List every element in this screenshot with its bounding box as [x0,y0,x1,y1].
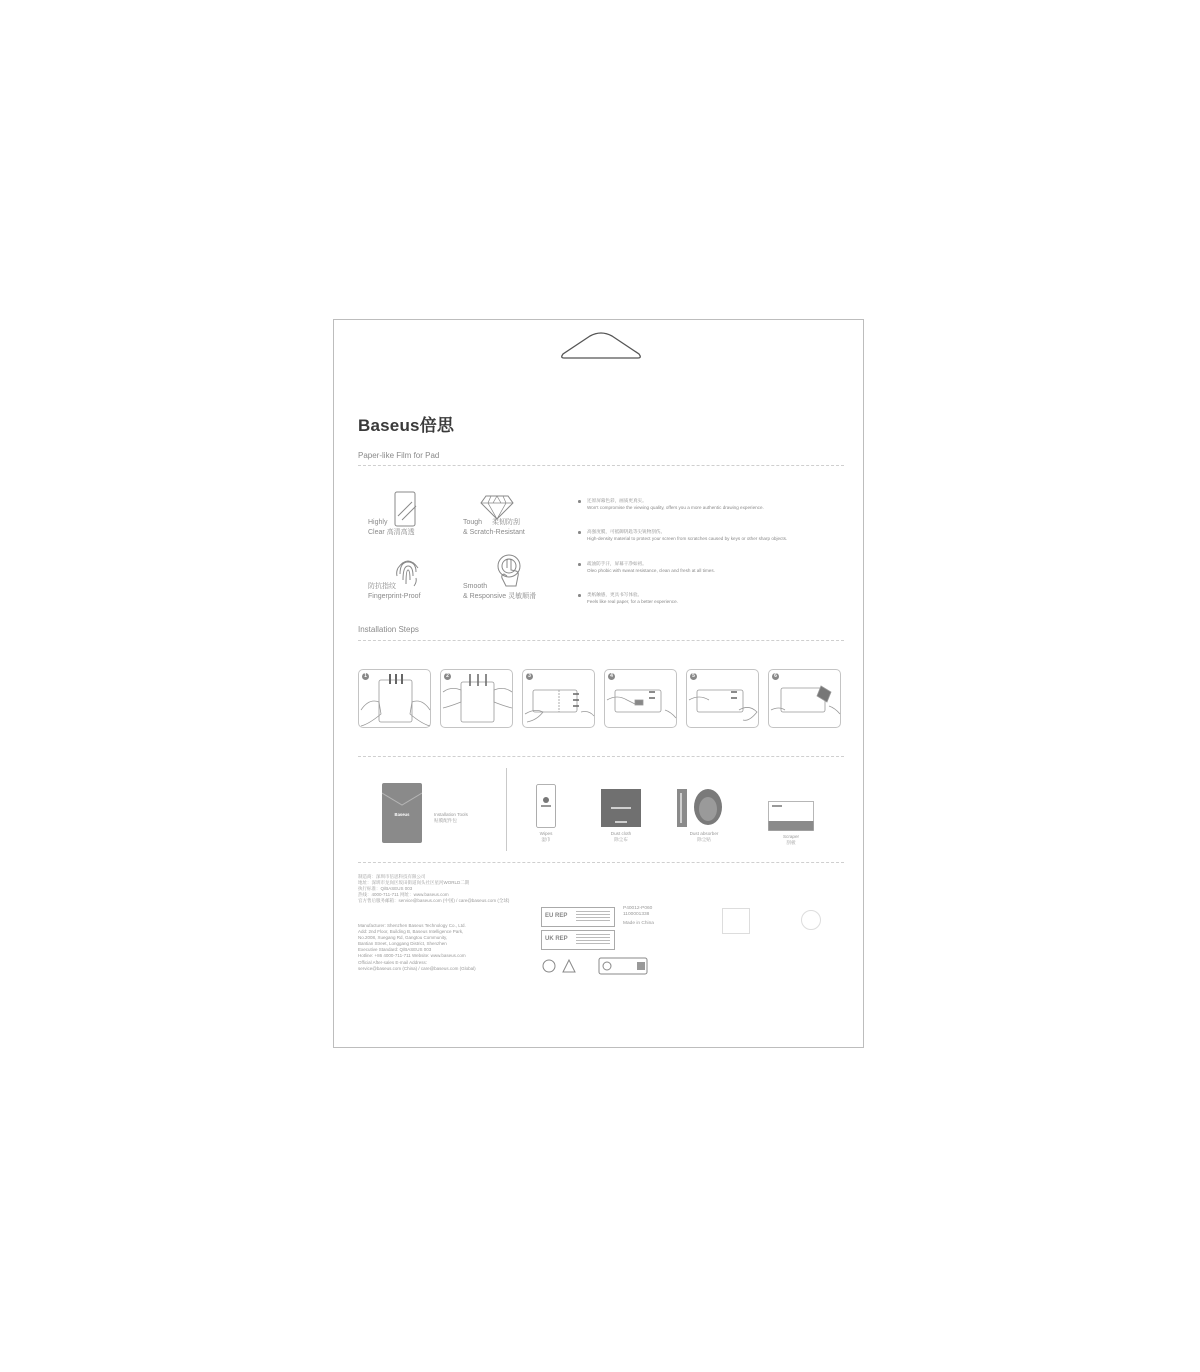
feature-smooth-cn: 灵敏顺滑 [508,593,537,600]
footer-en-line: service@baseus.com (China) / care@baseus.com (Global) [358,965,476,971]
tool-dust-absorber [682,831,726,842]
divider [358,756,844,757]
bullet-en: Oleo phobic with sweat resistance, clean and fresh at all times. [587,567,715,573]
bullet-item [578,592,846,605]
feature-fingerprint [368,582,421,602]
hang-hole-icon [560,332,642,360]
bullet-cn: 类纸触感，更具书写体验。 [587,592,643,597]
made-in-china: Made in China [623,921,654,927]
wipes-icon [536,784,556,828]
bullet-en: Feels like real paper, for a better experience. [587,598,678,604]
product-code: 1100001338 [623,911,650,917]
divider [358,465,844,466]
footer-en-line: Hotline: +86 4000-711-711 Website: www.baseus.com [358,953,466,959]
model-info [623,906,654,927]
feature-fingerprint-cn: 防抗指纹 [368,583,396,590]
recycling-symbols-icon [541,956,651,986]
uk-rep-label: UK REP [545,936,568,942]
feature-tough-en2: & Scratch-Resistant [463,529,525,536]
tools-cn: 贴膜配件包 [434,817,457,823]
footer-en-line: Add: 2nd Floor, Building B, Baseus Intelligence Park, [358,929,464,935]
feature-clarity-en2: Clear [368,529,385,536]
step-illustration-icon [359,670,432,729]
tool-dust-absorber-cn: 除尘贴 [697,836,711,842]
step-illustration-icon [441,670,514,729]
feature-clarity-cn: 高清高透 [386,529,415,536]
tool-scraper-cn: 刮板 [786,839,796,845]
tool-wipes [530,831,562,842]
feature-tough-en1: Tough [463,519,483,526]
bullet-cn: 疏油防手汗，屏幕干净如初。 [587,561,647,566]
footer-en-line: Bantian Street, Longgang District, Shenzhen [358,941,447,947]
footer-cn-line: 地址：深圳市龙岗区坂田街道岗头社区星河WORLD二期 [358,880,470,886]
footer-cn-line: 热线：4000-711-711 网址：www.baseus.com [358,892,449,898]
tool-dust-cloth-cn: 除尘布 [614,836,628,842]
step-illustration-icon [769,670,842,729]
bullet-item [578,529,846,542]
feature-clarity [368,518,415,538]
footer-en-line: Executive Standard: Q/BASEUS 003 [358,947,432,953]
eu-rep-box [541,907,615,927]
eu-rep-label: EU REP [545,913,568,919]
brand-name-cn: 倍思 [419,416,455,435]
footer-cn-line: 制造商：深圳市倍思科技有限公司 [358,874,426,879]
dust-absorber-icon [677,787,725,829]
footer-cn-info [358,874,509,904]
scraper-icon [768,801,814,831]
step-illustration-icon [687,670,760,729]
footer-cn-line: 执行标准：Q/BASEUS 003 [358,886,413,892]
tool-wipes-en: Wipes [539,831,553,836]
uk-rep-box [541,930,615,950]
install-step-4 [604,669,677,728]
bullet-en: High-density material to protect your screen from scratches caused by keys or other sharp objects. [587,535,788,541]
bullet-cn: 高强度膜，可抵御钥匙等尖锐物刮伤。 [587,529,666,534]
tool-scraper [775,834,807,845]
feature-fingerprint-en: Fingerprint-Proof [368,593,421,600]
feature-clarity-en1: Highly [368,519,388,526]
step-number: 5 [690,673,697,680]
dust-cloth-icon [601,789,641,827]
step-number: 6 [772,673,779,680]
certification-icon [801,910,821,930]
footer-en-line: No.2008, Xuegang Rd, Gangtou Community, [358,935,448,941]
install-step-5 [686,669,759,728]
product-title: Paper-like Film for Pad [358,451,440,460]
bullet-item [578,498,846,511]
step-number: 4 [608,673,615,680]
tool-dust-absorber-en: Dust absorber [689,831,719,836]
package-back [333,319,864,1048]
install-step-2 [440,669,513,728]
install-step-1 [358,669,431,728]
footer-en-line: Manufacturer: Shenzhen Baseus Technology Co., Ltd. [358,923,466,928]
installation-title: Installation Steps [358,625,419,634]
barcode-placeholder-icon [722,908,750,934]
tool-wipes-cn: 湿巾 [541,836,551,842]
feature-tough [463,518,525,538]
tool-dust-cloth [605,831,637,842]
feature-smooth [463,582,536,602]
installation-tools-label [434,812,468,823]
divider [358,640,844,641]
install-step-3 [522,669,595,728]
bullet-en: Won't compromise the viewing quality, offers you a more authentic drawing experience. [587,504,764,510]
install-step-6 [768,669,841,728]
brand-logo [358,411,454,436]
tools-en: Installation Tools [434,812,468,817]
tool-scraper-en: Scraper [782,834,800,839]
step-number: 1 [362,673,369,680]
step-illustration-icon [523,670,596,729]
divider [506,768,507,851]
diamond-icon [480,494,514,520]
feature-tough-cn: 柔韧防刮 [492,519,521,526]
bag-logo: Baseus [394,812,410,817]
footer-cn-line: 官方售后服务邮箱：service@baseus.com (中国) / care@baseus.com (全球) [358,898,510,904]
bullet-cn: 还原屏幕色彩，画质更真实。 [587,498,647,503]
footer-en-line: Official After-sales E-mail Address: [358,959,427,965]
step-number: 3 [526,673,533,680]
model-number: P40012-P060 [623,906,653,911]
footer-en-info [358,923,476,972]
bullet-item [578,561,846,574]
feature-smooth-en1: Smooth [463,583,488,590]
feature-smooth-en2: & Responsive [463,593,507,600]
brand-name: Baseus [358,416,420,435]
tool-dust-cloth-en: Dust cloth [610,831,632,836]
step-number: 2 [444,673,451,680]
divider [358,862,844,863]
step-illustration-icon [605,670,678,729]
